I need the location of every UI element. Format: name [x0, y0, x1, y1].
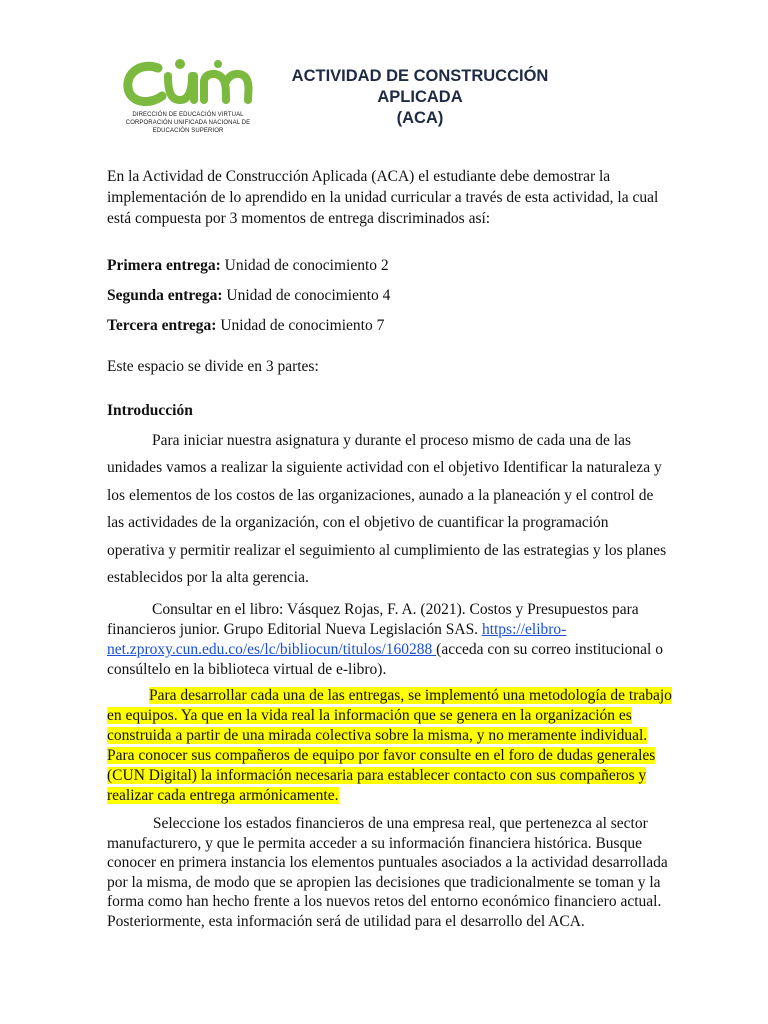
- entrega-label: Primera entrega:: [107, 257, 221, 274]
- page-title: [280, 66, 560, 129]
- entrega-value: Unidad de conocimiento 4: [222, 287, 391, 304]
- entrega-value: Unidad de conocimiento 2: [220, 257, 389, 274]
- intro-paragraph: En la Actividad de Construcción Aplicada (ACA) el estudiante debe demostrar la implementación de lo aprendido en la unidad curricular a través de esta actividad, la cual está compuesta por 3 momentos de entrega discriminados así:: [107, 168, 659, 227]
- entrega-label: Tercera entrega:: [107, 317, 217, 334]
- section-heading-introduccion: Introducción: [107, 402, 193, 419]
- highlighted-paragraph: [107, 686, 672, 806]
- entrega-item: [107, 313, 667, 343]
- logo-subtitle: [118, 111, 258, 135]
- highlighted-text: Para desarrollar cada una de las entregas, se implementó una metodología de trabajo en equipos. Ya que en la vida real la información que se genera en la organización es construida a partir de una mirada colectiva sobre la misma, y no meramente individual. Para conocer sus compañeros de equipo por favor consulte en el foro de dudas generales (CUN Digital) la información necesaria para establecer contacto con sus compañeros y realizar cada entrega armónicamente.: [107, 687, 672, 804]
- espacio-text: Este espacio se divide en 3 partes:: [107, 358, 319, 375]
- title-line-1: ACTIVIDAD DE CONSTRUCCIÓN APLICADA: [291, 67, 549, 106]
- logo-sub-line: DIRECCIÓN DE EDUCACIÓN VIRTUAL: [132, 112, 244, 118]
- cun-logo-icon: [118, 52, 258, 114]
- title-line-2: (ACA): [396, 109, 444, 127]
- cun-logo: [118, 52, 268, 135]
- logo-sub-line: EDUCACIÓN SUPERIOR: [152, 128, 224, 134]
- consultar-paragraph: [107, 600, 667, 680]
- entrega-label: Segunda entrega:: [107, 287, 223, 304]
- consultar-text: Consultar en el libro: Vásquez Rojas, F. A. (2021). Costos y Presupuestos para financieros junior. Grupo Editorial Nueva Legislación SAS.: [107, 601, 639, 638]
- seleccione-paragraph: [107, 814, 672, 931]
- entrega-item: [107, 283, 667, 313]
- entrega-value: Unidad de conocimiento 7: [216, 317, 385, 334]
- elibro-link[interactable]: https://elibro-net.zproxy.cun.edu.co/es/lc/bibliocun/titulos/160288: [107, 621, 567, 658]
- consultar-text-after: (acceda con su correo institucional o consúltelo en la biblioteca virtual de e-libro).: [107, 641, 663, 678]
- entregas-list: [107, 253, 667, 343]
- logo-sub-line: CORPORACIÓN UNIFICADA NACIONAL DE: [125, 120, 251, 126]
- introduccion-body: Para iniciar nuestra asignatura y durante el proceso mismo de cada una de las unidades vamos a realizar la siguiente actividad con el objetivo Identificar la naturaleza y los elementos de los costos de las organizaciones, aunado a la planeación y el control de las actividades de la organización, con el objetivo de cuantificar la programación operativa y permitir realizar el seguimiento al cumplimiento de las estrategias y los planes establecidos por la alta gerencia.: [107, 432, 667, 587]
- seleccione-text: Seleccione los estados financieros de una empresa real, que pertenezca al sector manufacturero, y que le permita acceder a su información financiera histórica. Busque conocer en primera instancia los elementos puntuales asociados a la actividad desarrollada por la misma, de modo que se apropien las decisiones que tradicionalmente se toman y la forma como han hecho frente a los nuevos retos del entorno económico financiero actual. Posteriormente, esta información será de utilidad para el desarrollo del ACA.: [107, 815, 668, 930]
- entrega-item: [107, 253, 667, 283]
